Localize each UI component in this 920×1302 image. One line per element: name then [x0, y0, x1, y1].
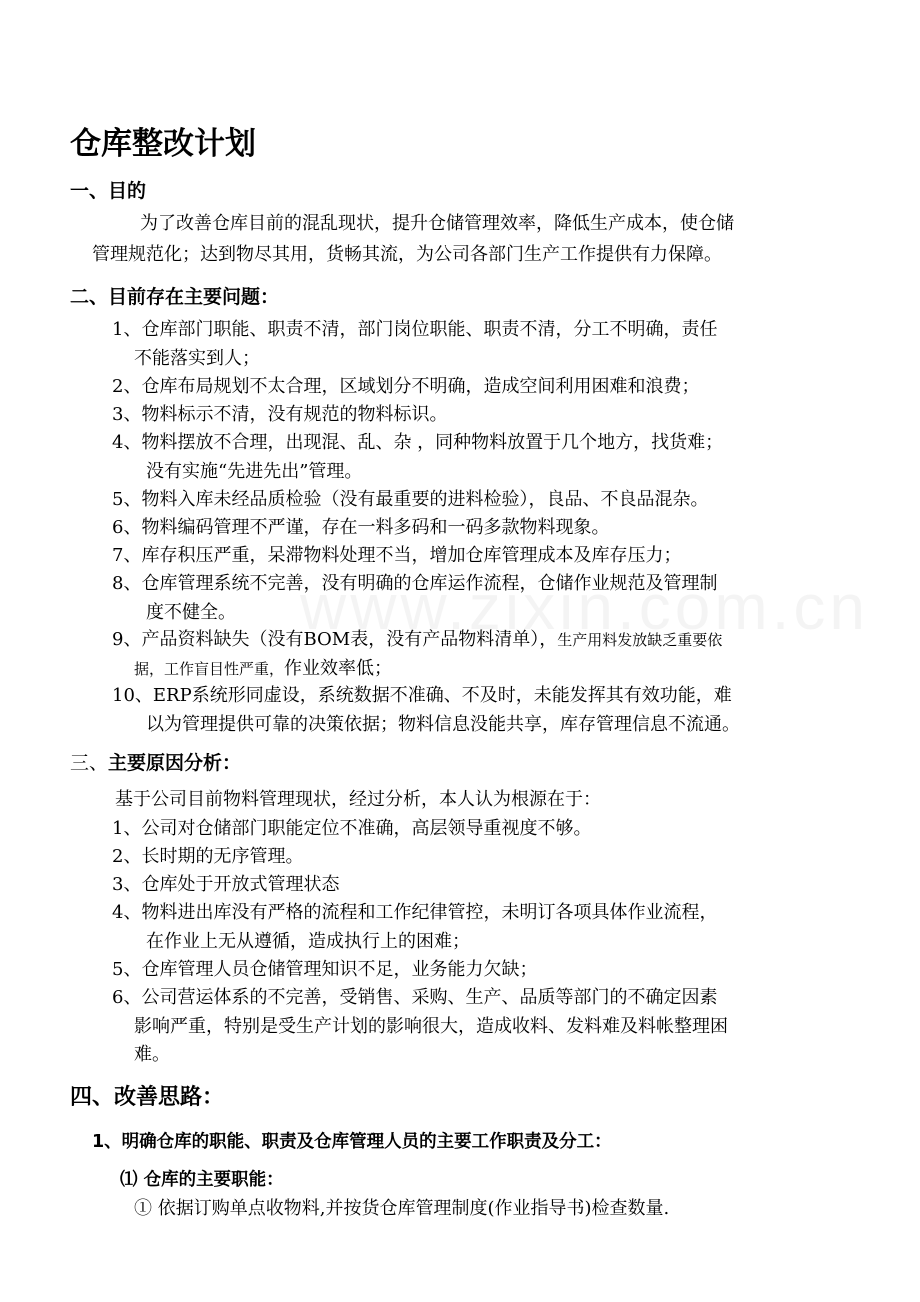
- cause-item-6-line-3: 难。: [134, 1044, 170, 1065]
- purpose-paragraph-line-2: 管理规范化；达到物尽其用，货畅其流，为公司各部门生产工作提供有力保障。: [92, 244, 722, 265]
- problem-item-9-line-2-small: 据，工作盲目性严重，: [134, 659, 285, 678]
- problem-item-9-line-2: [112, 655, 852, 684]
- problem-item-9-line-1-small: 生产用料发放缺乏重要依: [557, 631, 723, 649]
- section-heading-improvement: 四、改善思路：: [70, 1085, 225, 1110]
- problem-item-1-line-1: 1、仓库部门职能、职责不清，部门岗位职能、职责不清，分工不明确，责任: [112, 319, 718, 340]
- cause-item-4: [112, 899, 852, 956]
- cause-item-4-line-2: 在作业上无从遵循，造成执行上的困难；: [146, 930, 470, 952]
- problem-item-4-line-2: 没有实施“先进先出”管理。: [146, 460, 363, 482]
- problem-item-1-line-2: 不能落实到人；: [134, 347, 260, 369]
- problem-item-10-line-1: 10、ERP系统形同虚设，系统数据不准确、不及时，未能发挥其有效功能，难: [112, 685, 732, 706]
- cause-item-1: [112, 815, 852, 844]
- problem-item-9-line-1-main: 9、产品资料缺失（没有BOM表，没有产品物料清单），: [112, 629, 558, 650]
- problem-item-9: [112, 626, 852, 683]
- problem-item-6: [112, 514, 852, 543]
- problem-item-3: [112, 401, 852, 430]
- problem-item-5-line-1: 5、物料入库未经品质检验（没有最重要的进料检验），良品、不良品混杂。: [112, 489, 709, 510]
- cause-item-5-line-1: 5、仓库管理人员仓储管理知识不足，业务能力欠缺；: [112, 959, 538, 980]
- cause-item-3-line-1: 3、仓库处于开放式管理状态: [112, 874, 340, 895]
- section-heading-purpose: 一、目的: [70, 180, 147, 202]
- problem-item-9-line-2-main: 作业效率低；: [284, 657, 393, 679]
- problem-item-5: [112, 486, 852, 515]
- problem-item-4: [112, 429, 852, 486]
- cause-item-3: [112, 871, 852, 900]
- cause-item-2: [112, 843, 852, 872]
- causes-intro: 基于公司目前物料管理现状，经过分析，本人认为根源在于：: [115, 789, 601, 810]
- problem-item-10: [112, 682, 852, 739]
- problem-item-7: [112, 542, 852, 571]
- improvement-sub-1a: ⑴ 仓库的主要职能：: [120, 1170, 284, 1190]
- cause-item-5: [112, 956, 852, 985]
- cause-item-6-line-2: 影响严重，特别是受生产计划的影响很大，造成收料、发料难及料帐整理困: [134, 1015, 728, 1037]
- problem-item-3-line-1: 3、物料标示不清，没有规范的物料标识。: [112, 404, 448, 425]
- problem-item-7-line-1: 7、库存积压严重，呆滞物料处理不当，增加仓库管理成本及库存压力；: [112, 545, 682, 566]
- section-heading-causes-prefix: 三、: [70, 752, 109, 774]
- cause-item-2-line-1: 2、长时期的无序管理。: [112, 846, 304, 867]
- problem-item-10-line-2: 以为管理提供可靠的决策依据；物料信息没能共享，库存管理信息不流通。: [146, 713, 740, 735]
- purpose-paragraph-line-1: 为了改善仓库目前的混乱现状，提升仓储管理效率，降低生产成本，使仓储: [140, 213, 734, 234]
- section-heading-causes-title: 主要原因分析：: [108, 752, 242, 774]
- cause-item-4-line-1: 4、物料进出库没有严格的流程和工作纪律管控，未明订各项具体作业流程，: [112, 902, 718, 923]
- problem-item-4-line-1: 4、物料摆放不合理，出现混、乱、杂 ，同种物料放置于几个地方，找货难；: [112, 432, 724, 453]
- problem-item-8-line-2: 度不健全。: [146, 601, 236, 623]
- problem-item-1: [112, 316, 852, 373]
- cause-item-6: [112, 984, 852, 1070]
- improvement-sub-1: 1、明确仓库的职能、职责及仓库管理人员的主要工作职责及分工：: [92, 1132, 612, 1152]
- problem-item-2-line-1: 2、仓库布局规划不太合理，区域划分不明确，造成空间利用困难和浪费；: [112, 376, 700, 397]
- section-heading-causes: [70, 748, 241, 775]
- improvement-item-1: ① 依据订购单点收物料,并按货仓库管理制度(作业指导书)检查数量.: [134, 1198, 670, 1219]
- cause-item-1-line-1: 1、公司对仓储部门职能定位不准确，高层领导重视度不够。: [112, 818, 592, 839]
- problem-item-8: [112, 570, 852, 627]
- page-title: 仓库整改计划: [70, 126, 256, 162]
- section-heading-problems: 二、目前存在主要问题：: [70, 286, 280, 308]
- cause-item-6-line-1: 6、公司营运体系的不完善，受销售、采购、生产、品质等部门的不确定因素: [112, 987, 718, 1008]
- problem-item-2: [112, 373, 852, 402]
- problem-item-6-line-1: 6、物料编码管理不严谨，存在一料多码和一码多款物料现象。: [112, 517, 610, 538]
- problem-item-9-line-1: [112, 626, 852, 655]
- problem-item-8-line-1: 8、仓库管理系统不完善，没有明确的仓库运作流程，仓储作业规范及管理制: [112, 573, 718, 594]
